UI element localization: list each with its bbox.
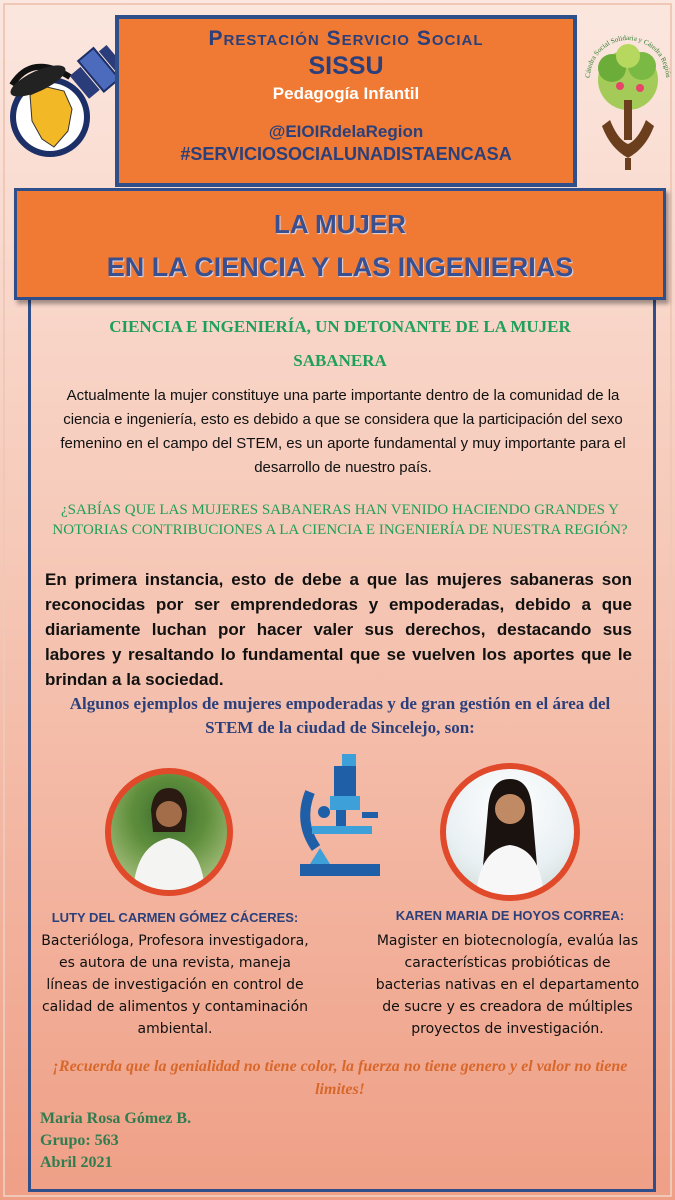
portrait-luty bbox=[105, 768, 233, 896]
question-heading: ¿SABÍAS QUE LAS MUJERES SABANERAS HAN VENIDO HACIENDO GRANDES Y NOTORIAS CONTRIBUCIONES A LA CIENCIA E INGENIERÍA DE NUESTRA REGIÓN? bbox=[52, 502, 628, 538]
header-program: SISSU bbox=[308, 52, 384, 80]
header-subprogram: Pedagogía Infantil bbox=[272, 84, 420, 103]
intro-paragraph: Actualmente la mujer constituye una parte importante dentro de la comunidad de la ciencia e ingeniería, esto es debido a que se considera que la participación del sexo femenino en el campo del STEM, es un aporte fundamental y muy importante para el desarrollo de nuestro país. bbox=[60, 387, 626, 476]
main-title-line2: EN LA CIENCIA Y LAS INGENIERIAS bbox=[106, 252, 574, 282]
header-title: Prestación Servicio Social bbox=[208, 27, 484, 50]
closing-quote: ¡Recuerda que la genialidad no tiene color, la fuerza no tiene genero y el valor no tiene limites! bbox=[52, 1058, 628, 1098]
woman-description-1: Bacterióloga, Profesora investigadora, es autora de una revista, maneja líneas de investigación en control de calidad de alimentos y contaminación ambiental. bbox=[41, 933, 309, 1037]
social-handle[interactable]: @EIOIRdelaRegion bbox=[268, 122, 424, 141]
section-subtitle-line2: SABANERA bbox=[293, 351, 387, 370]
portrait-karen bbox=[440, 763, 580, 901]
examples-intro: Algunos ejemplos de mujeres empoderadas y de gran gestión en el área del STEM de la ciudad de Sincelejo, son: bbox=[69, 694, 611, 737]
main-title-line1: LA MUJER bbox=[274, 209, 406, 239]
hashtag[interactable]: #SERVICIOSOCIALUNADISTAENCASA bbox=[180, 144, 512, 164]
woman-description-2: Magister en biotecnología, evalúa las características probióticas de bacterias nativas en el departamento de sucre y es creadora de múltiples proyectos de investigación. bbox=[375, 933, 640, 1037]
woman-name-2: KAREN MARIA DE HOYOS CORREA: bbox=[395, 908, 625, 923]
author-group: Grupo: 563 bbox=[40, 1132, 119, 1149]
author-date: Abril 2021 bbox=[40, 1154, 113, 1171]
section-subtitle-line1: CIENCIA E INGENIERÍA, UN DETONANTE DE LA MUJER bbox=[109, 317, 571, 336]
catedra-tree-logo bbox=[580, 8, 672, 173]
section-subtitle bbox=[40, 310, 640, 378]
body-paragraph: En primera instancia, esto de debe a que las mujeres sabaneras son reconocidas por ser emprendedoras y empoderadas, debido a que diariamente luchan por hacer valer sus derechos, destacando sus labores y resaltando lo fundamental que se vuelven los aportes que le brindan a la sociedad. bbox=[45, 570, 632, 689]
logo-arc-text: Cátedra Social Solidaria y Cátedra Región bbox=[583, 33, 672, 79]
microscope-icon bbox=[290, 752, 390, 882]
header-banner bbox=[115, 15, 577, 187]
author-name: Maria Rosa Gómez B. bbox=[40, 1110, 192, 1127]
woman-name-1: LUTY DEL CARMEN GÓMEZ CÁCERES: bbox=[51, 910, 299, 925]
main-title-banner bbox=[14, 188, 666, 300]
unad-globe-logo bbox=[2, 25, 118, 165]
